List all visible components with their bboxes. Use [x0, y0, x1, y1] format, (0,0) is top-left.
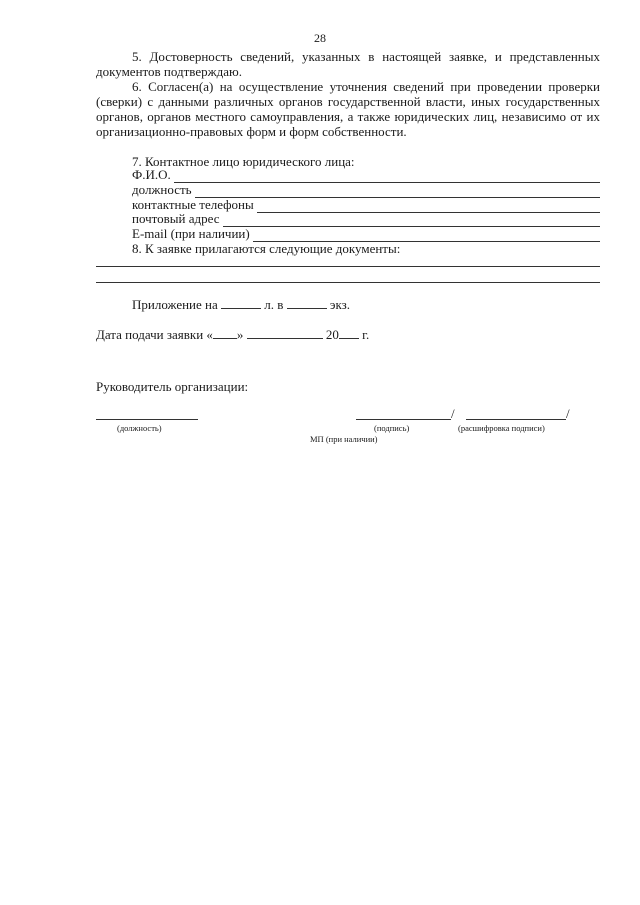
- email-label: E-mail (при наличии): [132, 226, 250, 241]
- item-7-title: 7. Контактное лицо юридического лица:: [132, 154, 355, 169]
- attachment-suffix: экз.: [329, 297, 351, 312]
- day-blank[interactable]: [213, 327, 237, 339]
- year-prefix: 20: [325, 327, 339, 342]
- position-field[interactable]: [132, 183, 600, 198]
- address-input-line[interactable]: [223, 215, 601, 227]
- attachment-line: [132, 297, 350, 313]
- item-6-text: 6. Согласен(а) на осуществление уточнения сведений при проведении проверки (сверки) с данными различных органов государственной власти, иных государственных органов, органов местного самоуправления, а также юридических лиц, независимо от их организационно-правовых форм и форм собственности.: [96, 79, 600, 139]
- address-label: почтовый адрес: [132, 211, 220, 226]
- page-number: 28: [314, 31, 326, 45]
- email-field[interactable]: [132, 227, 600, 242]
- item-5-text: 5. Достоверность сведений, указанных в настоящей заявке, и представленных документов подтверждаю.: [96, 49, 600, 79]
- copies-count-blank[interactable]: [287, 297, 327, 309]
- signature-caption: (подпись): [374, 423, 410, 433]
- sheets-count-blank[interactable]: [221, 297, 261, 309]
- month-blank[interactable]: [247, 327, 323, 339]
- signature-line[interactable]: [356, 419, 451, 420]
- head-of-organization-label: Руководитель организации:: [96, 379, 249, 394]
- position-caption: (должность): [117, 423, 162, 433]
- fio-label: Ф.И.О.: [132, 167, 171, 182]
- year-blank[interactable]: [339, 327, 359, 339]
- address-field[interactable]: [132, 212, 600, 227]
- slash-2: /: [566, 406, 570, 421]
- date-quote-close: »: [236, 327, 244, 342]
- attachment-middle: л. в: [264, 297, 284, 312]
- fio-field[interactable]: [132, 168, 600, 183]
- fio-input-line[interactable]: [174, 171, 600, 183]
- phones-label: контактные телефоны: [132, 197, 254, 212]
- decoding-line[interactable]: [466, 419, 566, 420]
- attachment-prefix: Приложение на: [132, 297, 218, 312]
- stamp-caption: МП (при наличии): [310, 434, 378, 444]
- decoding-caption: (расшифровка подписи): [458, 423, 545, 433]
- position-signature-line[interactable]: [96, 419, 198, 420]
- position-label: должность: [132, 182, 192, 197]
- date-suffix: г.: [362, 327, 370, 342]
- documents-line-2[interactable]: [96, 282, 600, 283]
- date-prefix: Дата подачи заявки «: [96, 327, 213, 342]
- position-input-line[interactable]: [195, 186, 600, 198]
- documents-line-1[interactable]: [96, 266, 600, 267]
- item-8-title: 8. К заявке прилагаются следующие документы:: [132, 241, 401, 256]
- slash-1: /: [451, 406, 455, 421]
- submission-date-line: [96, 327, 369, 343]
